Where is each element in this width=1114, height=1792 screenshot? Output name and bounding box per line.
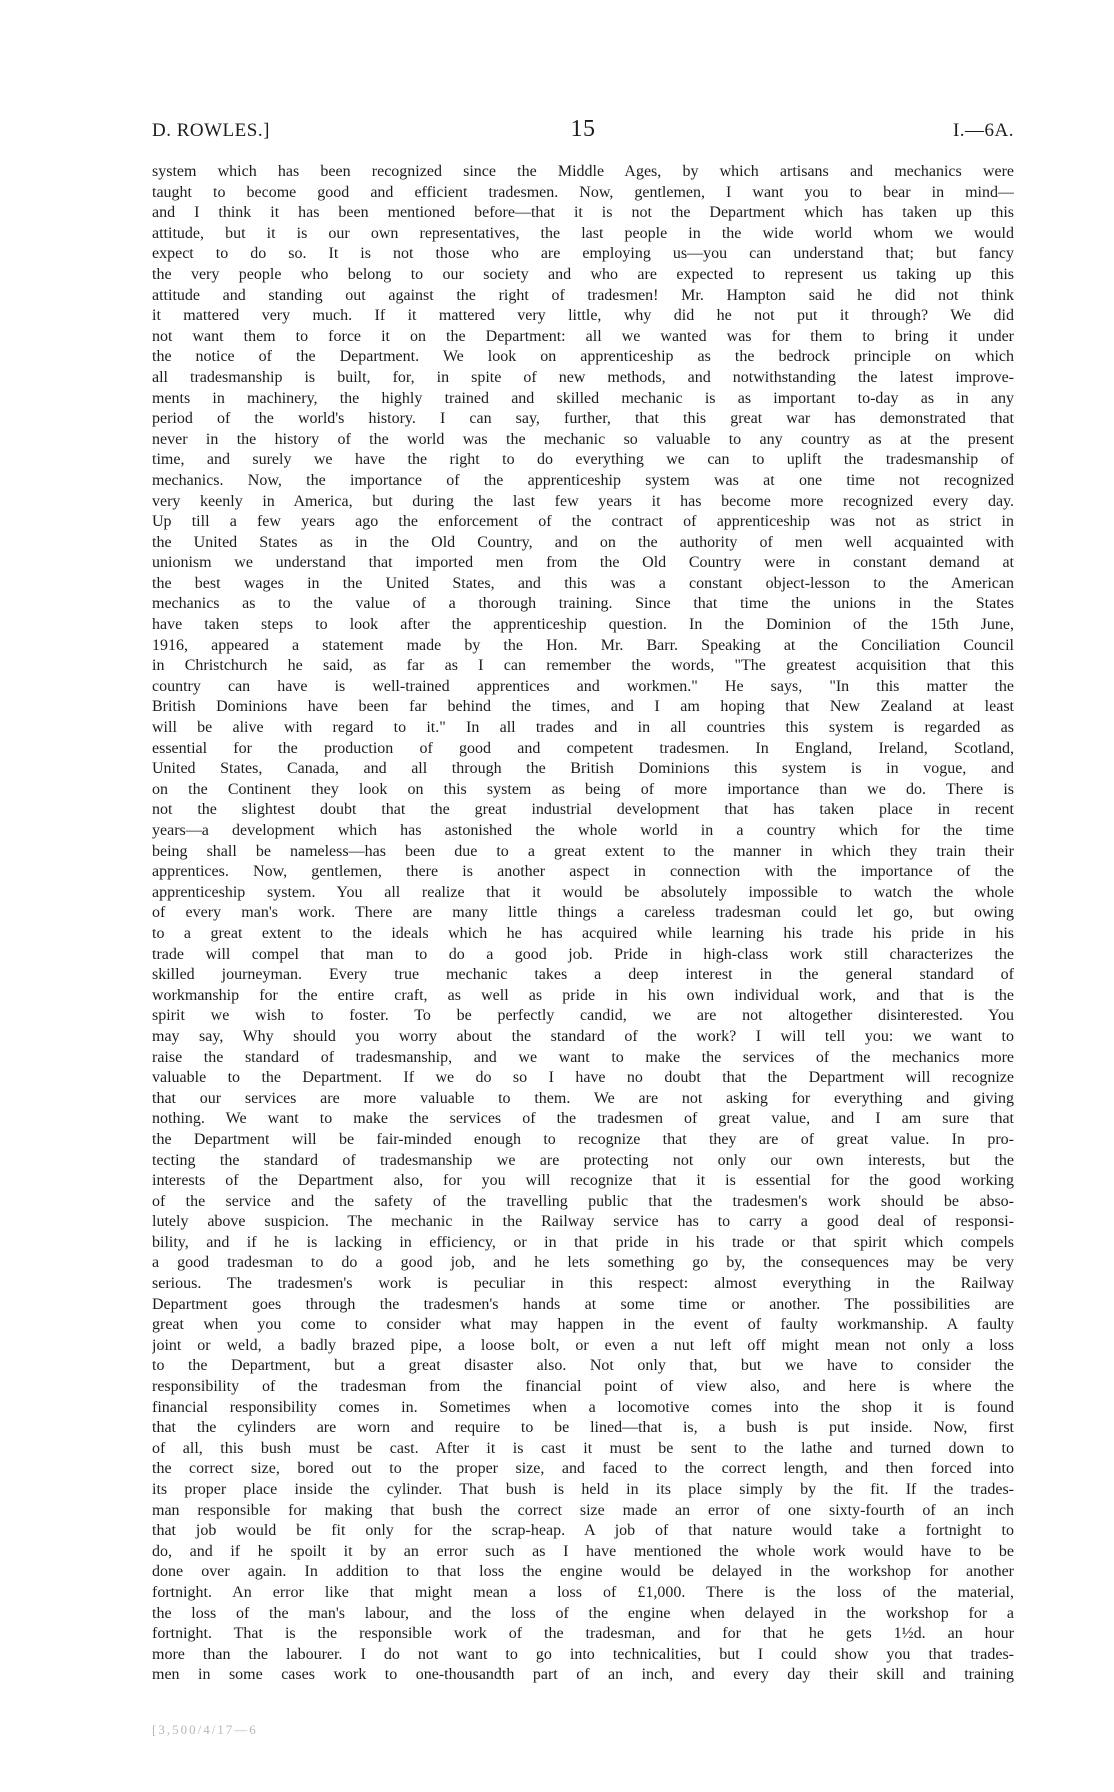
- text-line: in Christchurch he said, as far as I can remember the words, "The greatest acquisition that this: [152, 657, 1014, 675]
- text-line: done over again. In addition to that loss the engine would be delayed in the workshop for another: [152, 1563, 1014, 1581]
- text-line: joint or weld, a badly brazed pipe, a loose bolt, or even a nut left off might mean not only a loss: [152, 1336, 1014, 1354]
- text-line: its proper place inside the cylinder. That bush is held in its place simply by the fit. If the trades-: [152, 1481, 1014, 1498]
- page-number: 15: [570, 116, 596, 142]
- text-line: valuable to the Department. If we do so I have no doubt that the Department will recognize: [152, 1069, 1014, 1087]
- text-line: the best wages in the United States, and this was a constant object-lesson to the American: [152, 574, 1014, 592]
- text-line: more than the labourer. I do not want to go into technicalities, but I could show you that trades-: [152, 1645, 1014, 1663]
- text-line: mechanics as to the value of a thorough training. Since that time the unions in the States: [152, 595, 1014, 613]
- header-reference: I.—6A.: [952, 120, 1014, 141]
- text-line: not the slightest doubt that the great industrial development that has taken place in recent: [152, 801, 1014, 819]
- text-line: the United States as in the Old Country, and on the authority of men well acquainted with: [152, 533, 1014, 551]
- text-line: trade will compel that man to do a good job. Pride in high-class work still characterizes the: [152, 945, 1014, 963]
- text-line: that the cylinders are worn and require to be lined—that is, a bush is put inside. Now, first: [152, 1419, 1014, 1437]
- text-line: will be alive with regard to it." In all trades and in all countries this system is regarded as: [152, 719, 1014, 737]
- text-line: great when you come to consider what may happen in the event of faulty workmanship. A faulty: [152, 1316, 1014, 1334]
- text-line: the very people who belong to our society and who are expected to represent us taking up this: [152, 265, 1014, 283]
- text-line: bility, and if he is lacking in efficiency, or in that pride in his trade or that spirit which compels: [152, 1233, 1014, 1251]
- text-line: fortnight. An error like that might mean a loss of £1,000. There is the loss of the material,: [152, 1583, 1014, 1601]
- body-text: [152, 162, 1014, 1686]
- text-line: apprenticeship system. You all realize that it would be absolutely impossible to watch the whole: [152, 883, 1014, 901]
- text-line: workmanship for the entire craft, as well as pride in his own individual work, and that is the: [152, 986, 1014, 1004]
- text-line: lutely above suspicion. The mechanic in the Railway service has to carry a good deal of responsi-: [152, 1213, 1014, 1231]
- text-line: of all, this bush must be cast. After it is cast it must be sent to the lathe and turned down to: [152, 1439, 1014, 1457]
- text-line: Department goes through the tradesmen's hands at some time or another. The possibilities are: [152, 1295, 1014, 1313]
- text-line: serious. The tradesmen's work is peculiar in this respect: almost everything in the Railway: [152, 1275, 1014, 1293]
- header-speaker: D. ROWLES.]: [152, 120, 270, 141]
- text-line: that job would be fit only for the scrap-heap. A job of that nature would take a fortnight to: [152, 1522, 1014, 1540]
- text-line: and I think it has been mentioned before—that it is not the Department which has taken up this: [152, 204, 1014, 222]
- page-header: [152, 116, 1014, 150]
- text-line: skilled journeyman. Every true mechanic takes a deep interest in the general standard of: [152, 966, 1014, 984]
- printer-stamp: [3,500/4/17—6: [152, 1722, 258, 1737]
- text-line: of every man's work. There are many little things a careless tradesman could let go, but owing: [152, 904, 1014, 922]
- text-line: to the Department, but a great disaster also. Not only that, but we have to consider the: [152, 1357, 1014, 1375]
- text-line: being shall be nameless—has been due to a great extent to the manner in which they train their: [152, 842, 1014, 860]
- text-line: apprentices. Now, gentlemen, there is another aspect in connection with the importance of the: [152, 863, 1014, 881]
- text-line: that our services are more valuable to them. We are not asking for everything and giving: [152, 1089, 1014, 1107]
- text-line: Up till a few years ago the enforcement of the contract of apprenticeship was not as strict in: [152, 513, 1014, 531]
- text-line: essential for the production of good and competent tradesmen. In England, Ireland, Scotland,: [152, 739, 1014, 757]
- text-line: attitude and standing out against the right of tradesmen! Mr. Hampton said he did not think: [152, 286, 1014, 304]
- text-line: the correct size, bored out to the proper size, and faced to the correct length, and then forced into: [152, 1460, 1014, 1478]
- text-line: of the service and the safety of the travelling public that the tradesmen's work should be abso-: [152, 1192, 1014, 1210]
- text-line: unionism we understand that imported men from the Old Country were in constant demand at: [152, 554, 1014, 572]
- text-line: system which has been recognized since the Middle Ages, by which artisans and mechanics were: [152, 163, 1014, 180]
- text-line: interests of the Department also, for you will recognize that it is essential for the good working: [152, 1172, 1014, 1190]
- text-line: attitude, but it is our own representatives, the last people in the wide world whom we would: [152, 224, 1014, 242]
- text-line: may say, Why should you worry about the standard of the work? I will tell you: we want to: [152, 1027, 1014, 1045]
- text-line: a good tradesman to do a good job, and he lets something go by, the consequences may be very: [152, 1254, 1014, 1272]
- text-line: fortnight. That is the responsible work of the tradesman, and for that he gets 1½d. an hour: [152, 1625, 1014, 1643]
- text-line: 1916, appeared a statement made by the Hon. Mr. Barr. Speaking at the Conciliation Council: [152, 636, 1014, 654]
- text-line: not want them to force it on the Department: all we wanted was for them to bring it under: [152, 327, 1014, 345]
- text-line: the Department will be fair-minded enough to recognize that they are of great value. In pro-: [152, 1130, 1014, 1148]
- text-line: United States, Canada, and all through the British Dominions this system is in vogue, and: [152, 760, 1014, 778]
- text-line: the loss of the man's labour, and the loss of the engine when delayed in the workshop for a: [152, 1604, 1014, 1622]
- text-line: period of the world's history. I can say, further, that this great war has demonstrated that: [152, 410, 1014, 428]
- text-line: all tradesmanship is built, for, in spite of new methods, and notwithstanding the latest improve-: [152, 368, 1014, 386]
- text-line: nothing. We want to make the services of the tradesmen of great value, and I am sure that: [152, 1110, 1014, 1128]
- text-line: mechanics. Now, the importance of the apprenticeship system was at one time not recognized: [152, 471, 1014, 489]
- text-line: it mattered very much. If it mattered very little, why did he not put it through? We did: [152, 307, 1014, 325]
- text-line: financial responsibility comes in. Sometimes when a locomotive comes into the shop it is found: [152, 1398, 1014, 1416]
- text-line: time, and surely we have the right to do everything we can to uplift the tradesmanship of: [152, 451, 1014, 469]
- text-line: the notice of the Department. We look on apprenticeship as the bedrock principle on which: [152, 348, 1014, 366]
- text-line: British Dominions have been far behind the times, and I am hoping that New Zealand at least: [152, 698, 1014, 716]
- text-line: ments in machinery, the highly trained and skilled mechanic is as important to-day as in any: [152, 389, 1014, 407]
- text-line: man responsible for making that bush the correct size made an error of one sixty-fourth of an inch: [152, 1501, 1014, 1519]
- text-line: tecting the standard of tradesmanship we are protecting not only our own interests, but the: [152, 1151, 1014, 1169]
- text-line: very keenly in America, but during the last few years it has become more recognized every day.: [152, 492, 1014, 510]
- text-line: expect to do so. It is not those who are employing us—you can understand that; but fancy: [152, 245, 1014, 263]
- text-line: raise the standard of tradesmanship, and we want to make the services of the mechanics more: [152, 1048, 1014, 1066]
- text-line: taught to become good and efficient tradesmen. Now, gentlemen, I want you to bear in mind—: [152, 183, 1014, 201]
- text-line: years—a development which has astonished the whole world in a country which for the time: [152, 822, 1014, 839]
- text-line: country can have is well-trained apprentices and workmen." He says, "In this matter the: [152, 677, 1014, 695]
- text-line: responsibility of the tradesman from the financial point of view also, and here is where the: [152, 1378, 1014, 1396]
- text-line: do, and if he spoilt it by an error such as I have mentioned the whole work would have to be: [152, 1542, 1014, 1560]
- text-line: have taken steps to look after the apprenticeship question. In the Dominion of the 15th June,: [152, 616, 1014, 634]
- text-line: never in the history of the world was the mechanic so valuable to any country as at the present: [152, 430, 1014, 448]
- text-line: men in some cases work to one-thousandth part of an inch, and every day their skill and training: [152, 1666, 1014, 1684]
- text-line: spirit we wish to foster. To be perfectly candid, we are not altogether disinterested. You: [152, 1007, 1014, 1025]
- text-line: on the Continent they look on this system as being of more importance than we do. There is: [152, 780, 1014, 798]
- text-line: to a great extent to the ideals which he has acquired while learning his trade his pride in his: [152, 924, 1014, 942]
